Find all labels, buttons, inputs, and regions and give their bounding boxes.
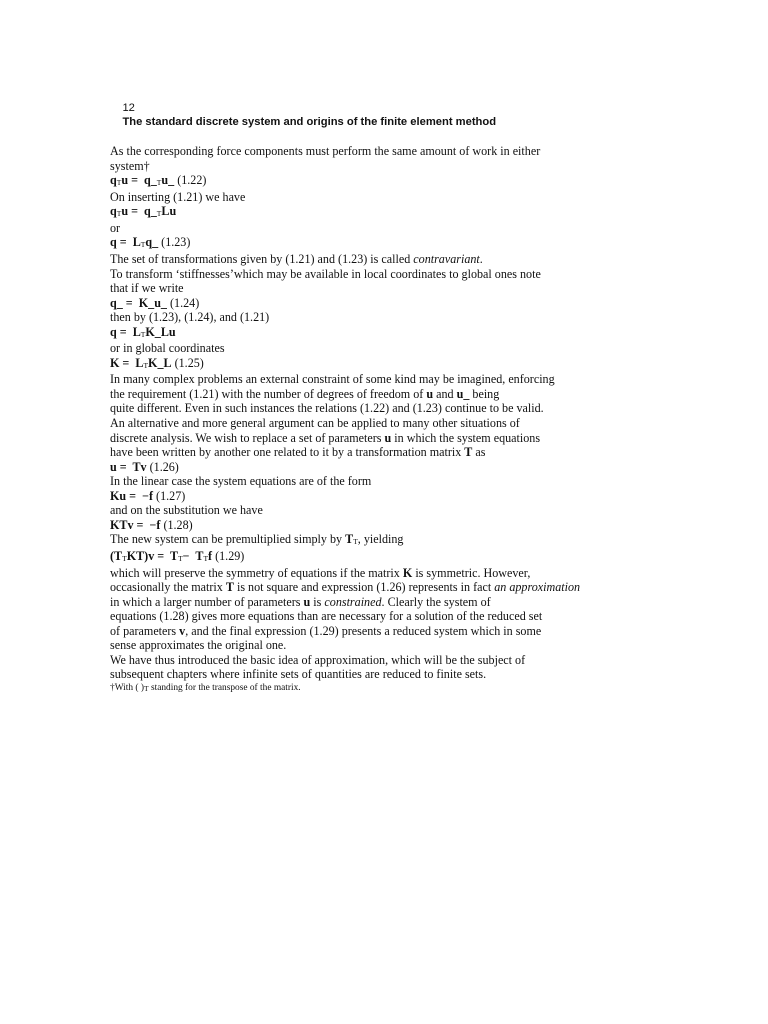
text-line <box>110 445 730 460</box>
text-line <box>110 159 730 174</box>
text-line <box>110 580 730 595</box>
text-segment: K_Lu <box>145 324 176 339</box>
text-line <box>110 667 730 682</box>
text-segment: −f <box>146 517 161 532</box>
text-segment: − <box>182 548 193 563</box>
text-line <box>110 190 730 205</box>
text-segment: The new system can be premultiplied simply by <box>110 532 346 547</box>
text-line <box>110 341 730 356</box>
text-segment: K = <box>110 355 133 370</box>
text-segment: T <box>178 553 183 563</box>
text-line <box>110 474 730 489</box>
text-segment: T <box>143 360 149 370</box>
text-segment: and <box>433 386 457 401</box>
text-segment: (1.29) <box>212 548 245 563</box>
text-segment: On inserting (1.21) we have <box>110 189 246 204</box>
text-segment: An alternative and more general argument can be applied to many other situations of <box>110 416 520 431</box>
text-line <box>110 144 730 159</box>
text-line <box>110 267 730 282</box>
text-segment: KT)v = <box>126 548 168 563</box>
text-segment: sense approximates the original one. <box>110 638 287 653</box>
text-segment: T <box>116 209 122 219</box>
text-line <box>110 325 730 342</box>
text-segment: in which a larger number of parameters <box>110 594 304 609</box>
text-segment: To transform ‘stiffnesses’which may be available in local coordinates to global ones note <box>110 266 541 281</box>
text-line <box>110 653 730 668</box>
text-segment: (1.28) <box>160 517 193 532</box>
text-line <box>110 431 730 446</box>
text-segment: , yielding <box>357 532 404 547</box>
document-page <box>110 86 730 694</box>
footnote <box>110 682 730 694</box>
text-segment: u_ <box>456 386 470 401</box>
text-line <box>110 252 730 267</box>
text-segment: the requirement (1.21) with the number of degrees of freedom of <box>110 386 427 401</box>
text-segment: (1.27) <box>153 488 186 503</box>
text-segment: u = <box>121 173 141 188</box>
text-segment: in which the system equations <box>391 430 541 445</box>
text-segment: (1.22) <box>174 173 207 188</box>
text-segment: or in global coordinates <box>110 341 225 356</box>
text-segment: system† <box>110 158 150 173</box>
text-segment: q_ = <box>110 295 136 310</box>
text-segment: In many complex problems an external constraint of some kind may be imagined, enforcing <box>110 372 555 387</box>
text-segment: Tv <box>129 459 147 474</box>
text-line <box>110 281 730 296</box>
text-segment: being <box>469 386 500 401</box>
text-line <box>110 221 730 236</box>
text-segment: KTv = <box>110 517 147 532</box>
text-line <box>110 173 730 190</box>
text-segment: As the corresponding force components must perform the same amount of work in either <box>110 144 541 159</box>
text-segment: L <box>129 235 141 250</box>
text-line <box>110 235 730 252</box>
text-segment: T <box>203 553 209 563</box>
text-line <box>110 566 730 581</box>
text-line <box>110 489 730 504</box>
text-line <box>110 204 730 221</box>
text-line <box>110 549 730 566</box>
text-segment: T <box>225 580 234 595</box>
text-segment: K_L <box>148 355 172 370</box>
text-segment: T <box>156 178 162 188</box>
text-segment: (1.26) <box>146 459 179 474</box>
text-segment: q_ <box>145 235 159 250</box>
text-line <box>110 296 730 311</box>
text-segment: (T <box>110 548 123 563</box>
text-segment: q = <box>110 324 130 339</box>
text-segment: T <box>353 537 358 547</box>
text-segment: an approximation <box>494 580 581 595</box>
text-segment: T <box>122 553 127 563</box>
text-segment: discrete analysis. We wish to replace a set of parameters <box>110 430 385 445</box>
text-segment: u <box>384 430 392 445</box>
text-segment: (1.24) <box>166 295 200 310</box>
text-segment: . <box>479 252 483 267</box>
text-line <box>110 609 730 624</box>
page-header <box>110 86 730 144</box>
text-segment: . Clearly the system of <box>381 594 491 609</box>
text-segment: q_ <box>141 204 157 219</box>
text-segment: as <box>472 445 486 460</box>
text-line <box>110 401 730 416</box>
text-segment: Ku = <box>110 488 140 503</box>
text-segment: †With ( ) <box>110 682 144 693</box>
text-segment: u <box>303 594 311 609</box>
text-segment: constrained <box>324 594 382 609</box>
text-segment: occasionally the matrix <box>110 580 226 595</box>
text-segment: have been written by another one related to it by a transformation matrix <box>110 445 465 460</box>
text-segment: f <box>208 548 213 563</box>
text-segment: is symmetric. However, <box>412 565 531 580</box>
text-segment: q_ <box>141 173 157 188</box>
text-segment: (1.25) <box>171 355 204 370</box>
text-segment: (1.23) <box>158 235 191 250</box>
text-segment: T <box>464 445 473 460</box>
text-segment: The set of transformations given by (1.21) and (1.23) is called <box>110 252 414 267</box>
text-line <box>110 460 730 475</box>
text-segment: equations (1.28) gives more equations than are necessary for a solution of the reduced set <box>110 609 543 624</box>
text-line <box>110 595 730 610</box>
text-segment: q = <box>110 235 130 250</box>
text-segment: T <box>156 209 162 219</box>
text-segment: T <box>140 240 146 250</box>
text-segment: We have thus introduced the basic idea of approximation, which will be the subject of <box>110 652 526 667</box>
text-segment: q <box>110 204 117 219</box>
text-segment: L <box>132 355 144 370</box>
text-line <box>110 624 730 639</box>
text-segment: T <box>345 532 354 547</box>
text-line <box>110 518 730 533</box>
text-segment: or <box>110 220 121 235</box>
text-line <box>110 310 730 325</box>
text-segment: , and the final expression (1.29) presents a reduced system which in some <box>185 623 542 638</box>
text-segment: L <box>129 324 141 339</box>
text-segment: T <box>144 683 149 693</box>
text-segment: v <box>179 623 186 638</box>
text-segment: −f <box>139 488 154 503</box>
text-segment: then by (1.23), (1.24), and (1.21) <box>110 310 270 325</box>
text-segment: T <box>140 329 146 339</box>
text-line <box>110 372 730 387</box>
text-segment: In the linear case the system equations are of the form <box>110 474 372 489</box>
text-segment: u = <box>121 204 141 219</box>
text-segment: u_ <box>161 173 175 188</box>
chapter-title: The standard discrete system and origins of the finite element method <box>122 116 497 129</box>
page-number: 12 <box>122 101 135 114</box>
text-segment: and on the substitution we have <box>110 503 263 518</box>
text-line <box>110 416 730 431</box>
text-segment: which will preserve the symmetry of equations if the matrix <box>110 565 403 580</box>
text-segment: is not square and expression (1.26) represents in fact <box>233 580 495 595</box>
text-line <box>110 356 730 373</box>
text-segment: standing for the transpose of the matrix. <box>148 682 301 693</box>
text-segment: Lu <box>161 204 177 219</box>
text-segment: subsequent chapters where infinite sets of quantities are reduced to finite sets. <box>110 667 487 682</box>
text-segment: K_u_ <box>135 295 167 310</box>
text-line <box>110 503 730 518</box>
text-segment: T <box>116 178 122 188</box>
text-segment: u = <box>110 459 130 474</box>
text-segment: T <box>167 548 179 563</box>
text-line <box>110 387 730 402</box>
text-segment: q <box>110 173 117 188</box>
text-segment: quite different. Even in such instances the relations (1.22) and (1.23) continue to be valid. <box>110 401 544 416</box>
text-segment: of parameters <box>110 623 180 638</box>
text-segment: contravariant <box>413 252 480 267</box>
text-line <box>110 532 730 549</box>
text-segment: T <box>192 548 204 563</box>
text-segment: K <box>402 565 413 580</box>
text-segment: is <box>310 594 325 609</box>
text-segment: that if we write <box>110 281 184 296</box>
body-text <box>110 144 730 682</box>
text-segment: u <box>426 386 434 401</box>
text-line <box>110 638 730 653</box>
